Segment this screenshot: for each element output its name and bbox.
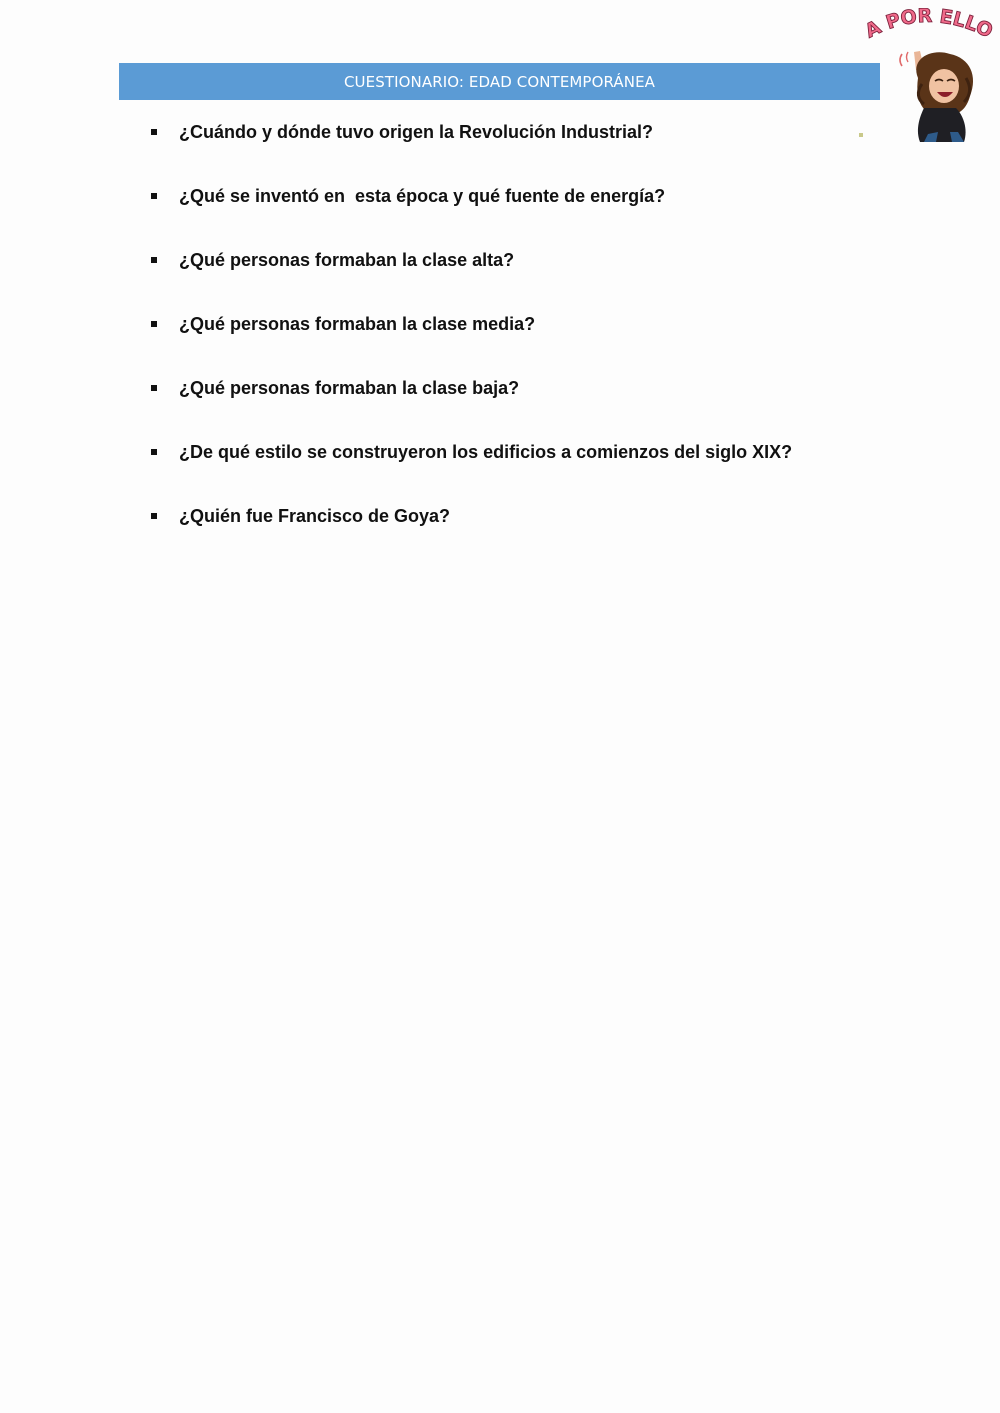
- question-text: ¿Qué personas formaban la clase media?: [179, 314, 536, 334]
- page-title: CUESTIONARIO: EDAD CONTEMPORÁNEA: [343, 72, 656, 91]
- question-text: ¿De qué estilo se construyeron los edificios a comienzos del siglo XIX?: [179, 442, 793, 462]
- square-bullet-icon: [151, 193, 157, 199]
- square-bullet-icon: [151, 321, 157, 327]
- question-text: ¿Qué personas formaban la clase alta?: [179, 250, 515, 270]
- header-bar: [119, 63, 880, 100]
- question-text: ¿Qué personas formaban la clase baja?: [179, 378, 520, 398]
- square-bullet-icon: [151, 513, 157, 519]
- square-bullet-icon: [151, 257, 157, 263]
- square-bullet-icon: [151, 385, 157, 391]
- cartoon-avatar-icon: [858, 8, 998, 143]
- question-text: ¿Qué se inventó en esta época y qué fuente de energía?: [179, 186, 666, 206]
- question-text: ¿Quién fue Francisco de Goya?: [179, 506, 451, 526]
- square-bullet-icon: [151, 449, 157, 455]
- question-text: ¿Cuándo y dónde tuvo origen la Revolución Industrial?: [179, 122, 654, 142]
- sticker-caption: A POR ELLO: [861, 8, 997, 43]
- square-bullet-icon: [151, 129, 157, 135]
